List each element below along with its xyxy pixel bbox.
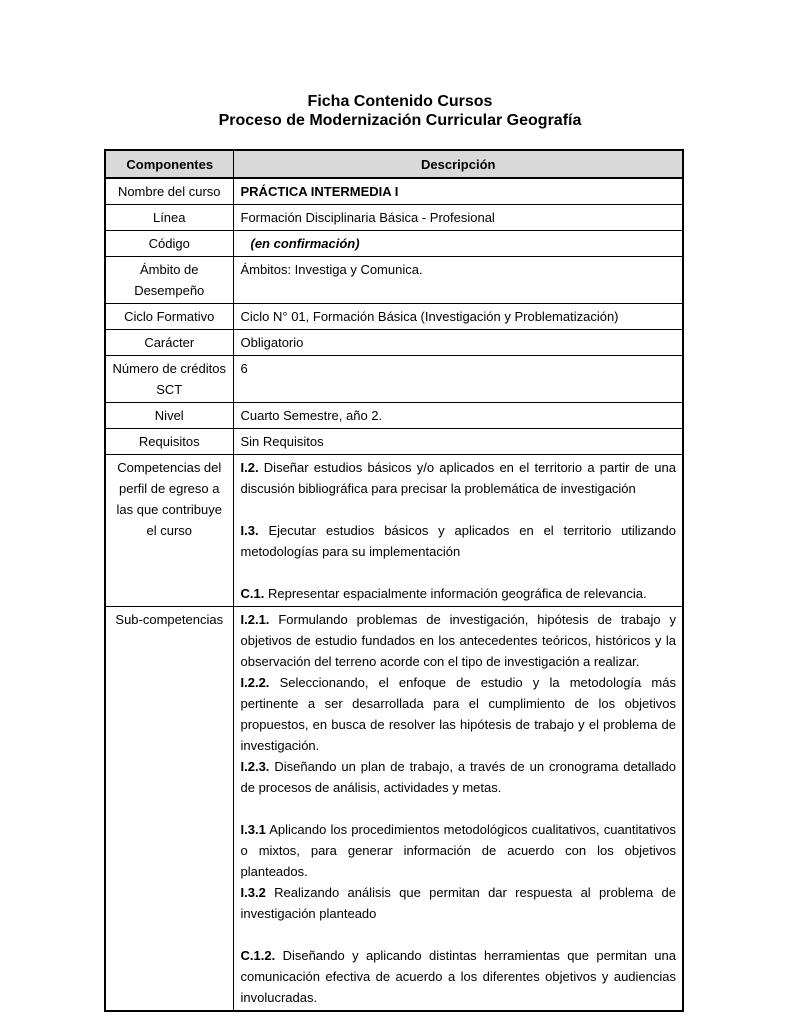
header-cell-descripcion: Descripción [233, 150, 683, 178]
row-label-requisitos: Requisitos [105, 429, 233, 455]
subcompetencia-i22 [241, 672, 677, 756]
row-value-codigo: (en confirmación) [233, 231, 683, 257]
subcompetencia-i21 [241, 609, 677, 672]
subcompetencia-c12 [241, 945, 677, 1008]
competencia-c1-prefix: C.1. [240, 586, 265, 601]
subcompetencia-i32-text: Realizando análisis que permitan dar respuesta al problema de investigación planteado [240, 885, 676, 921]
row-label-caracter: Carácter [105, 330, 233, 356]
subcompetencia-i23-text: Diseñando un plan de trabajo, a través de un cronograma detallado de procesos de análisis, actividades y metas. [240, 759, 676, 795]
row-label-ambito: Ámbito de Desempeño [105, 257, 233, 304]
row-competencias [105, 455, 683, 607]
subcompetencia-i31-prefix: I.3.1 [240, 822, 266, 837]
row-ciclo-formativo [105, 304, 683, 330]
row-label-competencias: Competencias del perfil de egreso a las que contribuye el curso [105, 455, 233, 607]
row-value-nivel: Cuarto Semestre, año 2. [233, 403, 683, 429]
subcompetencia-c12-prefix: C.1.2. [240, 948, 276, 963]
row-requisitos [105, 429, 683, 455]
subcompetencia-i23-prefix: I.2.3. [240, 759, 270, 774]
row-label-subcompetencias: Sub-competencias [105, 607, 233, 1012]
subcompetencia-i21-prefix: I.2.1. [240, 612, 270, 627]
competencia-i3-text: Ejecutar estudios básicos y aplicados en el territorio utilizando metodologías para su implementación [240, 523, 676, 559]
row-value-competencias [233, 455, 683, 607]
subcompetencia-i32 [241, 882, 677, 924]
course-info-table [104, 149, 684, 1012]
competencia-c1 [241, 583, 677, 604]
header-cell-componentes: Componentes [105, 150, 233, 178]
subcompetencia-i21-text: Formulando problemas de investigación, hipótesis de trabajo y objetivos de estudio fundados en los antecedentes teóricos, históricos y la observación del terreno acorde con el tipo de investigación a realizar. [240, 612, 676, 669]
subcompetencia-i23 [241, 756, 677, 798]
row-ambito-desempeno [105, 257, 683, 304]
competencia-i3-prefix: I.3. [240, 523, 259, 538]
row-label-linea: Línea [105, 205, 233, 231]
row-label-ciclo: Ciclo Formativo [105, 304, 233, 330]
table-header-row [105, 150, 683, 178]
competencia-c1-text: Representar espacialmente información geográfica de relevancia. [267, 586, 647, 601]
row-value-caracter: Obligatorio [233, 330, 683, 356]
row-value-creditos: 6 [233, 356, 683, 403]
row-value-nombre: PRÁCTICA INTERMEDIA I [233, 178, 683, 205]
row-label-nivel: Nivel [105, 403, 233, 429]
row-nombre-del-curso [105, 178, 683, 205]
competencia-i2-text: Diseñar estudios básicos y/o aplicados en el territorio a partir de una discusión bibliográfica para precisar la problemática de investigación [240, 460, 676, 496]
subcompetencia-i32-prefix: I.3.2 [240, 885, 266, 900]
subcompetencia-i31-text: Aplicando los procedimientos metodológicos cualitativos, cuantitativos o mixtos, para generar información de acuerdo con los objetivos planteados. [240, 822, 676, 879]
subcompetencia-i22-text: Seleccionando, el enfoque de estudio y la metodología más pertinente a ser desarrollada para el cumplimiento de los objetivos propuestos, en busca de resolver las hipótesis de trabajo y el problema de investigación. [240, 675, 676, 753]
row-nivel [105, 403, 683, 429]
subcompetencia-c12-text: Diseñando y aplicando distintas herramientas que permitan una comunicación efectiva de acuerdo a los diferentes objetivos y audiencias involucradas. [240, 948, 676, 1005]
row-value-subcompetencias [233, 607, 683, 1012]
row-label-creditos: Número de créditos SCT [105, 356, 233, 403]
row-value-ciclo: Ciclo N° 01, Formación Básica (Investigación y Problematización) [233, 304, 683, 330]
row-label-codigo: Código [105, 231, 233, 257]
title-line-1: Ficha Contenido Cursos [307, 93, 493, 110]
row-subcompetencias [105, 607, 683, 1012]
row-codigo [105, 231, 683, 257]
row-linea [105, 205, 683, 231]
row-value-linea: Formación Disciplinaria Básica - Profesional [233, 205, 683, 231]
row-caracter [105, 330, 683, 356]
competencia-i3 [241, 520, 677, 562]
document-title [0, 0, 800, 130]
row-value-requisitos: Sin Requisitos [233, 429, 683, 455]
subcompetencia-i31 [241, 819, 677, 882]
row-label-nombre: Nombre del curso [105, 178, 233, 205]
title-line-2: Proceso de Modernización Curricular Geografía [218, 112, 582, 129]
row-value-ambito: Ámbitos: Investiga y Comunica. [233, 257, 683, 304]
subcompetencia-i22-prefix: I.2.2. [240, 675, 270, 690]
competencia-i2 [241, 457, 677, 499]
competencia-i2-prefix: I.2. [240, 460, 259, 475]
row-numero-creditos [105, 356, 683, 403]
